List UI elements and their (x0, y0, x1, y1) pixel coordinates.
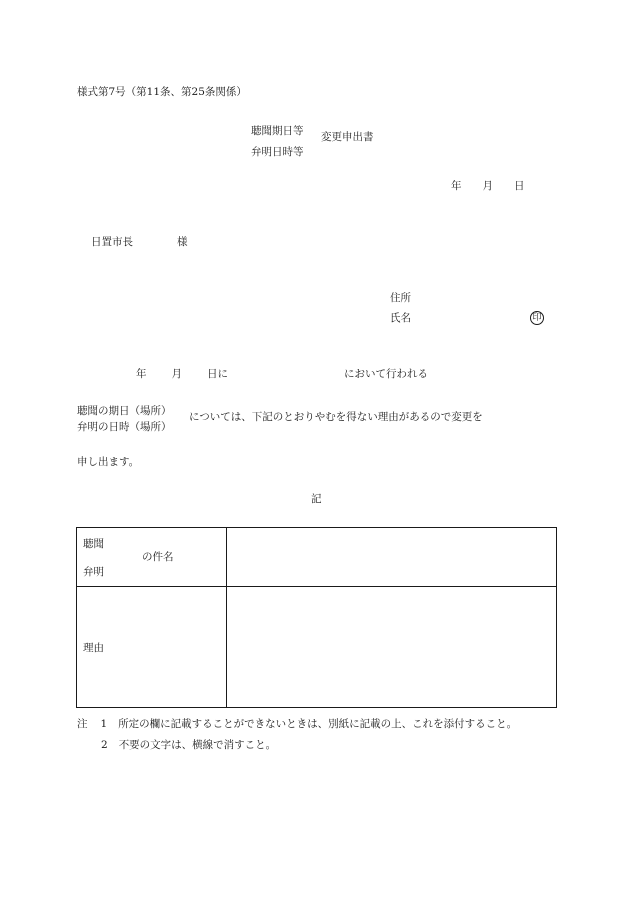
note-1-number: 1 (100, 718, 108, 730)
title-option-explanation: 弁明日時等 (251, 146, 304, 158)
title-option-hearing: 聴聞期日等 (251, 125, 304, 137)
note-2-number: 2 (101, 739, 108, 751)
body-continuation-2: 申し出ます。 (77, 456, 140, 468)
address-label: 住所 (390, 292, 411, 304)
note-2 (101, 739, 276, 752)
reason-label-cell (77, 587, 227, 708)
hearing-date-sentence (136, 368, 428, 381)
reason-label: 理由 (83, 641, 104, 654)
date-year: 年 (451, 180, 462, 192)
date-day: 日 (514, 180, 525, 192)
subject-label-suffix: の件名 (142, 551, 174, 563)
name-label: 氏名 (390, 312, 411, 324)
addressee-honorific: 様 (177, 236, 188, 248)
note-1-text: 所定の欄に記載することができないときは、別紙に記載の上、これを添付すること。 (118, 718, 518, 730)
date-place-stack (77, 403, 172, 435)
date-month: 月 (482, 180, 493, 192)
table-row-reason (77, 587, 557, 708)
addressee-name: 日置市長 (91, 236, 133, 248)
body-day: 日に (207, 368, 228, 380)
subject-value-cell[interactable] (227, 528, 557, 587)
record-table (76, 527, 557, 708)
document-title: 変更申出書 (321, 131, 374, 143)
form-number: 様式第7号（第11条、第25条関係） (77, 86, 247, 98)
addressee (91, 236, 188, 249)
body-held-at: において行われる (344, 368, 428, 380)
explanation-date-place: 弁明の日時（場所） (77, 421, 172, 433)
seal-mark: 印 (530, 311, 544, 325)
submission-date (451, 180, 525, 193)
body-month: 月 (171, 368, 182, 380)
note-prefix: 注 (77, 718, 88, 730)
subject-label-explanation: 弁明 (83, 566, 104, 578)
subject-label-cell (77, 528, 227, 587)
body-year: 年 (136, 368, 147, 380)
note-2-text: 不要の文字は、横線で消すこと。 (118, 739, 277, 751)
hearing-date-place: 聴聞の期日（場所） (77, 405, 172, 417)
title-stack (251, 121, 304, 163)
table-row-subject (77, 528, 557, 587)
ki-heading: 記 (311, 493, 322, 505)
reason-value-cell[interactable] (227, 587, 557, 708)
note-1 (77, 718, 517, 731)
subject-label-hearing: 聴聞 (83, 538, 104, 550)
body-continuation: については、下記のとおりやむを得ない理由があるので変更を (189, 411, 483, 423)
